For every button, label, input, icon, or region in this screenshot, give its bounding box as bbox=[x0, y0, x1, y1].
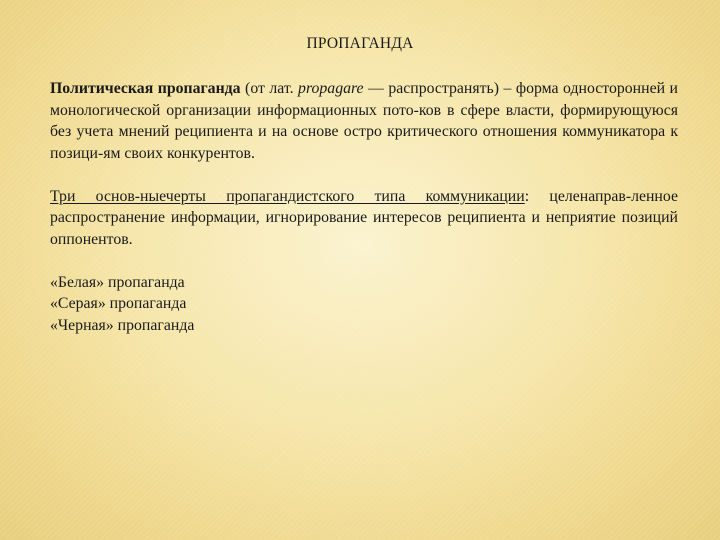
slide-title: ПРОПАГАНДА bbox=[306, 35, 414, 52]
slide-body bbox=[50, 78, 678, 336]
propaganda-types-list bbox=[50, 272, 678, 337]
latin-word: propagare bbox=[298, 80, 364, 97]
list-item-black-propaganda: «Черная» пропаганда bbox=[50, 316, 195, 334]
features-text: : целенаправ-ленное распространение информации, игнорирование интересов реципиента и неприятие позиций оппонентов. bbox=[50, 187, 678, 248]
definition-paragraph bbox=[50, 78, 678, 164]
list-item-gray-propaganda: «Серая» пропаганда bbox=[50, 295, 187, 312]
definition-text-part-1: (от лат. bbox=[240, 80, 299, 97]
definition-text-part-2: — распространять) – форма односторонней и монологической организации информационных пото-ков в сфере власти, формирующуюся без учета мнений реципиента и на основе остро критического отношения коммуникатора к позици-ям своих конкурентов. bbox=[50, 80, 678, 162]
list-item-white-propaganda: «Белая» пропаганда bbox=[50, 273, 185, 291]
features-heading: Три основ-ныечерты пропагандистского типа коммуникации bbox=[50, 187, 525, 205]
definition-term: Политическая пропаганда bbox=[50, 80, 241, 97]
features-paragraph bbox=[50, 186, 678, 251]
